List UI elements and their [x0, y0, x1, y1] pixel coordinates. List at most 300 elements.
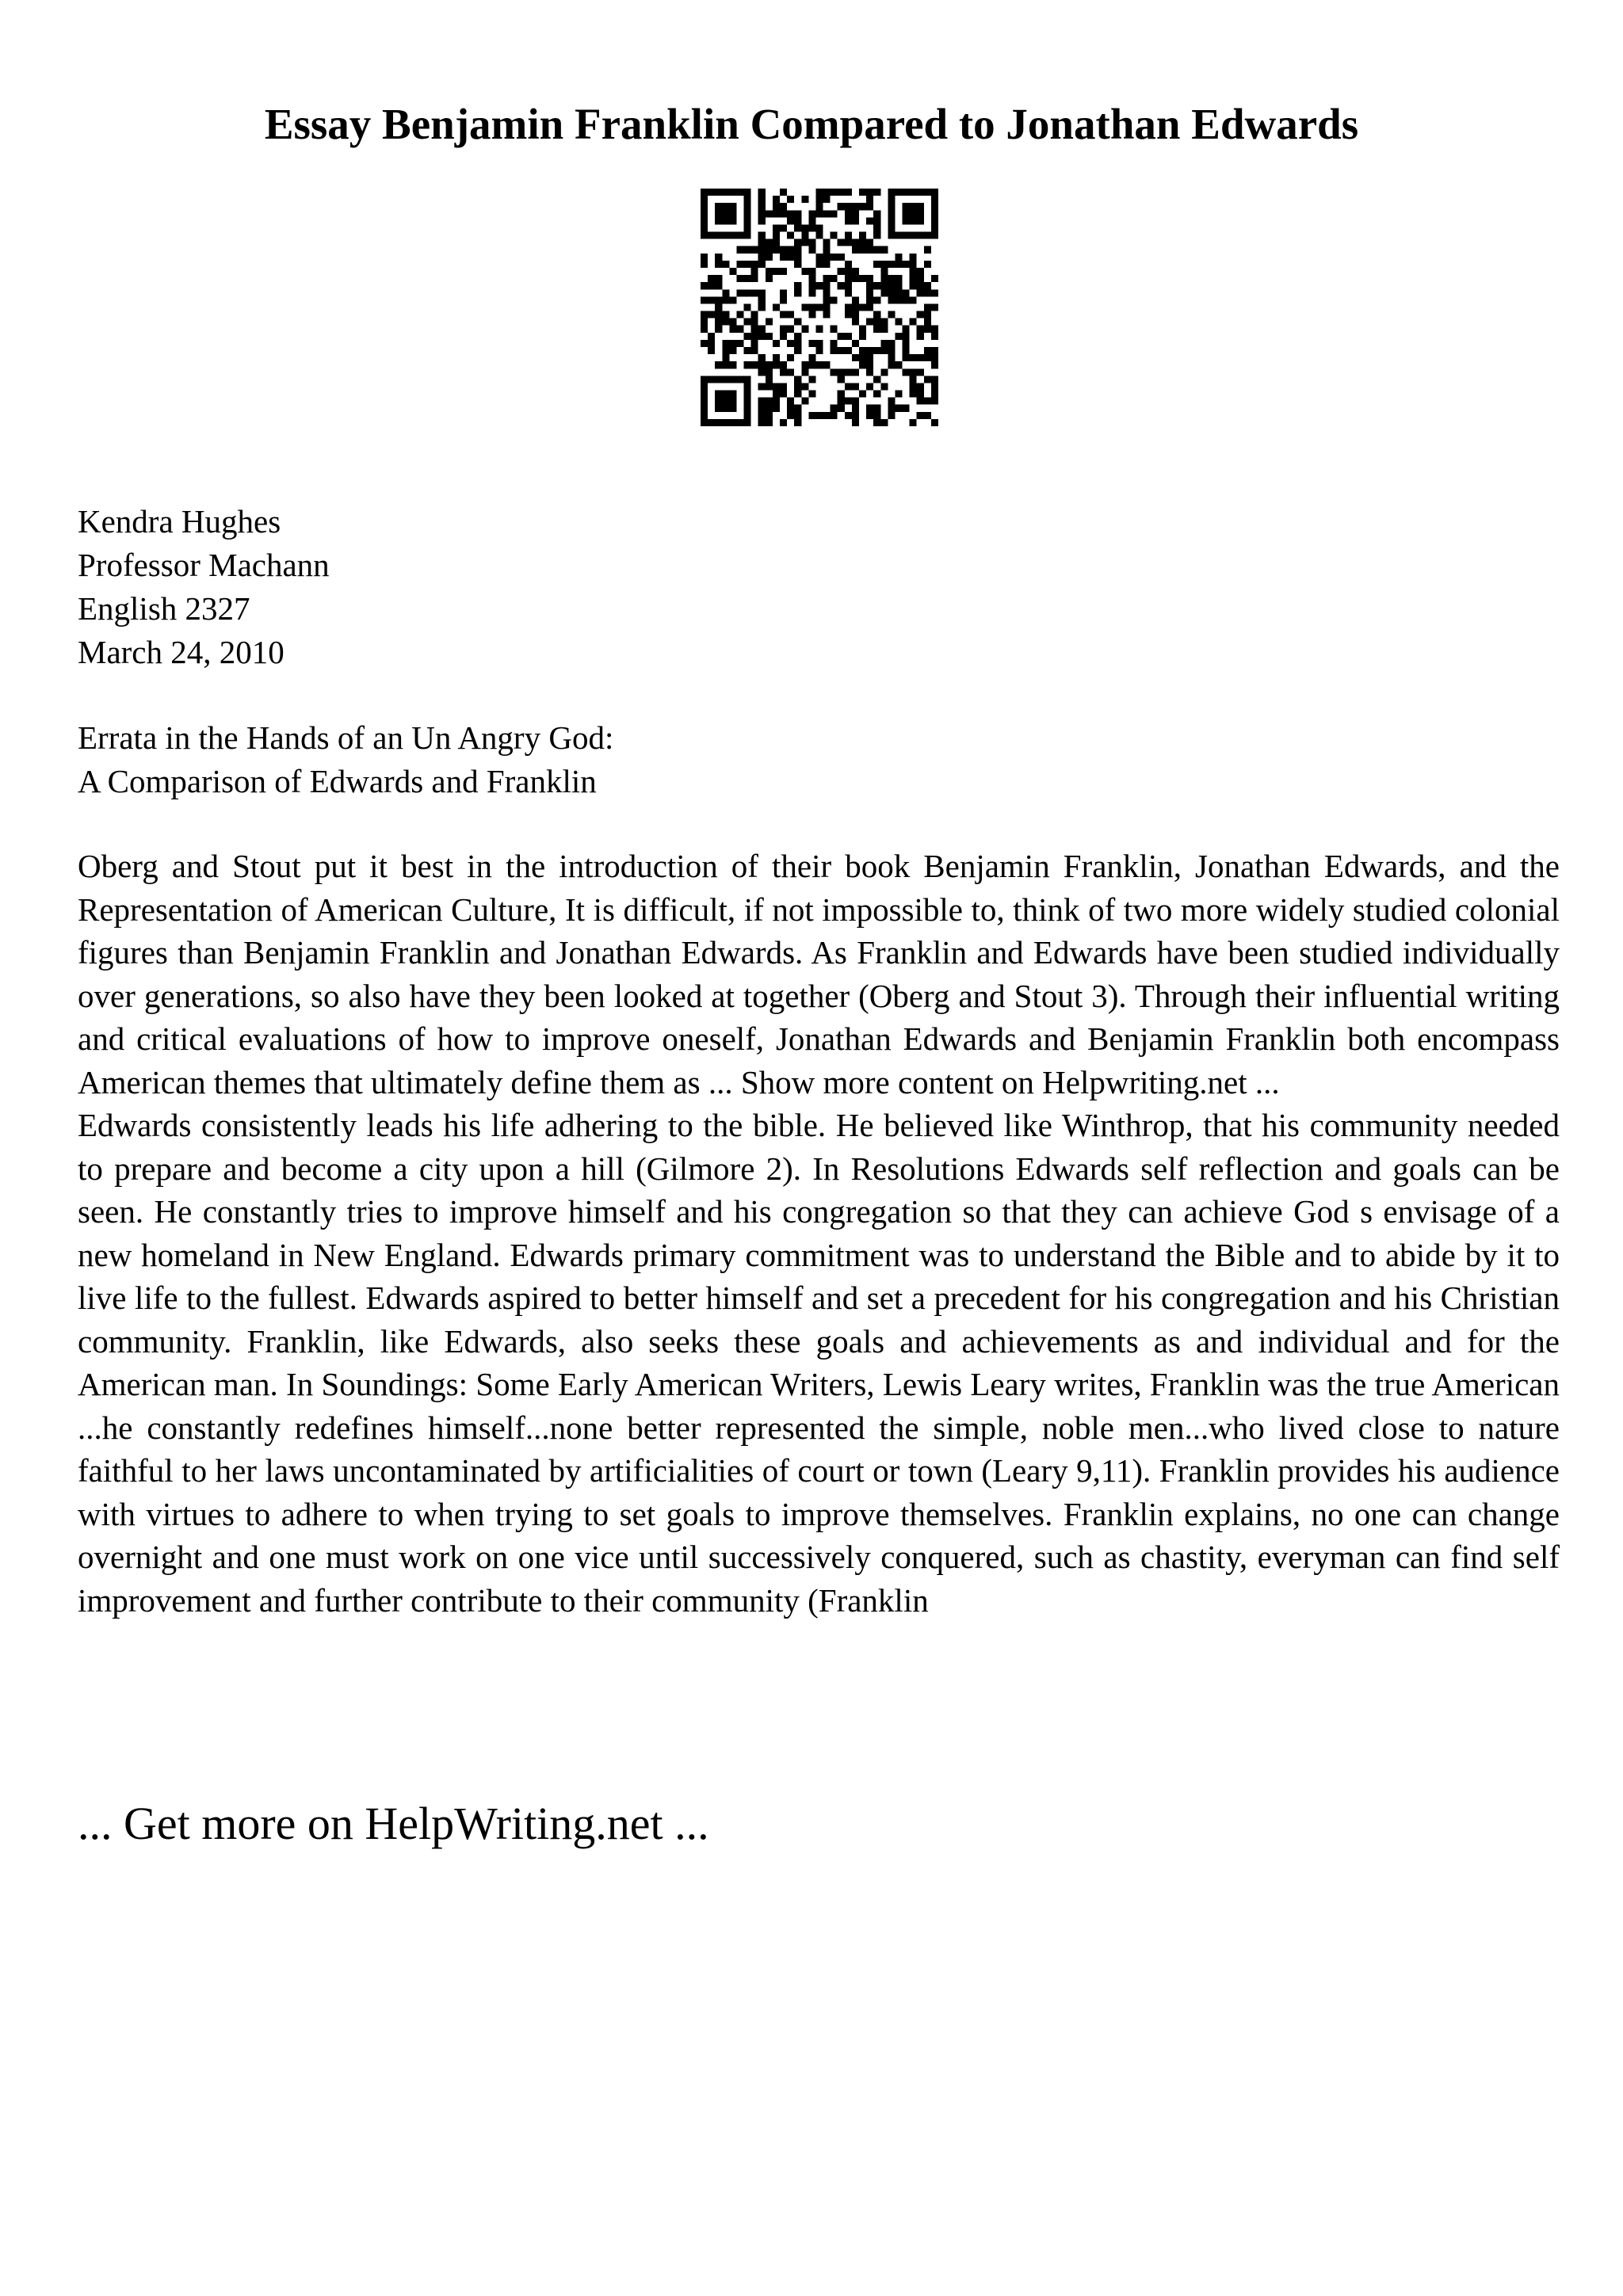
qr-module	[838, 203, 845, 210]
qr-module	[823, 303, 831, 311]
qr-module	[917, 217, 924, 224]
qr-module	[873, 311, 880, 318]
qr-module	[845, 333, 852, 340]
qr-module	[794, 254, 801, 261]
qr-module	[808, 268, 815, 275]
qr-module	[831, 347, 838, 354]
qr-module	[701, 318, 708, 326]
qr-module	[744, 261, 751, 268]
qr-module	[715, 296, 722, 303]
essay-date: March 24, 2010	[78, 634, 285, 670]
qr-module	[831, 412, 838, 419]
qr-module	[866, 246, 873, 254]
qr-module	[787, 196, 794, 203]
qr-module	[823, 275, 831, 282]
qr-module	[787, 311, 794, 318]
qr-module	[715, 232, 722, 239]
qr-module	[903, 232, 910, 239]
qr-module	[758, 217, 766, 224]
qr-module	[715, 189, 722, 196]
qr-module	[823, 289, 831, 296]
qr-module	[808, 289, 815, 296]
qr-module	[910, 419, 917, 426]
qr-module	[931, 398, 938, 405]
qr-module	[780, 311, 787, 318]
qr-module	[722, 296, 729, 303]
qr-module	[917, 268, 924, 275]
qr-module	[859, 189, 866, 196]
qr-module	[744, 210, 751, 217]
qr-module	[931, 275, 938, 282]
qr-module	[823, 361, 831, 368]
qr-module	[924, 246, 931, 254]
qr-module	[815, 224, 823, 231]
professor-name: Professor Machann	[78, 547, 330, 583]
qr-module	[823, 189, 831, 196]
get-more-link[interactable]: ... Get more on HelpWriting.net ...	[78, 1798, 709, 1849]
qr-module	[845, 217, 852, 224]
qr-module	[787, 232, 794, 239]
qr-module	[794, 383, 801, 390]
qr-module	[903, 405, 910, 412]
qr-module	[931, 224, 938, 231]
qr-module	[787, 412, 794, 419]
qr-module	[823, 196, 831, 203]
qr-module	[910, 268, 917, 275]
qr-module	[903, 261, 910, 268]
qr-module	[794, 419, 801, 426]
qr-module	[845, 311, 852, 318]
qr-module	[708, 419, 715, 426]
qr-module	[701, 261, 708, 268]
qr-module	[715, 405, 722, 412]
qr-module	[815, 347, 823, 354]
qr-module	[708, 376, 715, 383]
qr-module	[715, 376, 722, 383]
qr-module	[910, 189, 917, 196]
qr-module	[722, 347, 729, 354]
qr-module	[903, 203, 910, 210]
qr-module	[701, 203, 708, 210]
qr-module	[888, 217, 895, 224]
qr-module	[888, 261, 895, 268]
qr-module	[852, 340, 859, 347]
qr-module	[852, 398, 859, 405]
qr-module	[852, 203, 859, 210]
qr-module	[744, 391, 751, 398]
qr-module	[880, 289, 888, 296]
qr-module	[873, 217, 880, 224]
qr-module	[766, 376, 773, 383]
qr-module	[931, 210, 938, 217]
qr-module	[801, 326, 808, 333]
qr-module	[780, 361, 787, 368]
qr-module	[744, 412, 751, 419]
qr-module	[736, 326, 743, 333]
qr-module	[866, 217, 873, 224]
qr-module	[924, 232, 931, 239]
qr-module	[866, 189, 873, 196]
qr-module	[766, 368, 773, 376]
qr-module	[866, 383, 873, 390]
course-name: English 2327	[78, 590, 250, 627]
qr-module	[701, 189, 708, 196]
qr-module	[910, 383, 917, 390]
qr-module	[859, 203, 866, 210]
qr-code-icon[interactable]	[701, 189, 938, 426]
qr-module	[780, 246, 787, 254]
qr-module	[903, 326, 910, 333]
qr-module	[801, 398, 808, 405]
qr-module	[766, 333, 773, 340]
qr-module	[744, 376, 751, 383]
qr-module	[744, 419, 751, 426]
qr-module	[910, 368, 917, 376]
qr-module	[722, 398, 729, 405]
qr-module	[888, 196, 895, 203]
qr-module	[852, 412, 859, 419]
qr-module	[787, 246, 794, 254]
author-info	[78, 500, 330, 674]
qr-module	[722, 210, 729, 217]
qr-module	[758, 398, 766, 405]
qr-module	[773, 246, 780, 254]
qr-module	[931, 333, 938, 340]
qr-module	[831, 189, 838, 196]
qr-module	[729, 268, 736, 275]
qr-module	[903, 354, 910, 361]
qr-module	[903, 368, 910, 376]
qr-module	[866, 203, 873, 210]
qr-module	[758, 189, 766, 196]
qr-module	[888, 289, 895, 296]
qr-module	[722, 376, 729, 383]
qr-module	[701, 311, 708, 318]
qr-module	[715, 311, 722, 318]
qr-module	[910, 376, 917, 383]
qr-module	[831, 326, 838, 333]
qr-module	[701, 217, 708, 224]
qr-module	[924, 303, 931, 311]
qr-module	[866, 196, 873, 203]
qr-module	[801, 224, 808, 231]
qr-module	[780, 326, 787, 333]
qr-module	[701, 232, 708, 239]
qr-module	[715, 217, 722, 224]
qr-module	[895, 405, 902, 412]
qr-module	[917, 354, 924, 361]
qr-module	[931, 217, 938, 224]
qr-module	[773, 391, 780, 398]
qr-module	[845, 398, 852, 405]
qr-module	[888, 232, 895, 239]
qr-module	[773, 232, 780, 239]
qr-module	[708, 347, 715, 354]
qr-module	[924, 261, 931, 268]
qr-module	[917, 282, 924, 289]
qr-module	[895, 296, 902, 303]
qr-module	[895, 189, 902, 196]
paragraph: Edwards consistently leads his life adhering to the bible. He believed like Winthrop, that his community needed to prepare and become a city upon a hill (Gilmore 2). In Resolutions Edwards self reflection and goals can be seen. He constantly tries to improve himself and his congregation so that they can achieve God s envisage of a new homeland in New England. Edwards primary commitment was to understand the Bible and to abide by it to live life to the fullest. Edwards aspired to better himself and set a precedent for his congregation and his Christian community. Franklin, like Edwards, also seeks these goals and achievements as and individual and for the American man. In Soundings: Some Early American Writers, Lewis Leary writes, Franklin was the true American ...he constantly redefines himself...none better represented the simple, noble men...who lived close to nature faithful to her laws uncontaminated by artificialities of court or town (Leary 9,11). Franklin provides his audience with virtues to adhere to when trying to set goals to improve themselves. Franklin explains, no one can change overnight and one must work on one vice until successively conquered, such as chastity, everyman can find self improvement and further contribute to their community (Franklin	[78, 1107, 1560, 1619]
qr-module	[787, 326, 794, 333]
qr-module	[722, 419, 729, 426]
qr-module	[888, 189, 895, 196]
qr-module	[729, 217, 736, 224]
qr-module	[773, 405, 780, 412]
qr-module	[852, 296, 859, 303]
qr-module	[852, 318, 859, 326]
qr-module	[744, 303, 751, 311]
qr-module	[773, 354, 780, 361]
qr-module	[880, 261, 888, 268]
qr-module	[729, 189, 736, 196]
qr-module	[831, 254, 838, 261]
qr-module	[701, 326, 708, 333]
qr-module	[859, 333, 866, 340]
qr-module	[758, 232, 766, 239]
qr-module	[787, 368, 794, 376]
qr-module	[917, 289, 924, 296]
qr-module	[758, 254, 766, 261]
qr-module	[722, 189, 729, 196]
author-name: Kendra Hughes	[78, 503, 281, 540]
qr-module	[794, 333, 801, 340]
qr-module	[808, 239, 815, 246]
qr-module	[708, 311, 715, 318]
qr-module	[780, 419, 787, 426]
qr-module	[701, 419, 708, 426]
qr-module	[758, 303, 766, 311]
qr-module	[845, 303, 852, 311]
qr-module	[708, 282, 715, 289]
qr-module	[866, 405, 873, 412]
qr-module	[787, 405, 794, 412]
qr-module	[903, 289, 910, 296]
qr-module	[729, 391, 736, 398]
qr-module	[787, 254, 794, 261]
qr-module	[866, 354, 873, 361]
qr-module	[751, 268, 758, 275]
qr-module	[758, 296, 766, 303]
qr-module	[729, 376, 736, 383]
qr-module	[751, 246, 758, 254]
qr-module	[924, 354, 931, 361]
qr-module	[751, 340, 758, 347]
qr-module	[708, 232, 715, 239]
qr-module	[794, 289, 801, 296]
qr-module	[758, 196, 766, 203]
qr-module	[873, 224, 880, 231]
qr-module	[794, 210, 801, 217]
qr-module	[773, 303, 780, 311]
qr-module	[866, 303, 873, 311]
qr-module	[736, 376, 743, 383]
qr-module	[744, 347, 751, 354]
qr-module	[831, 210, 838, 217]
qr-module	[701, 412, 708, 419]
qr-module	[845, 347, 852, 354]
qr-module	[766, 254, 773, 261]
qr-module	[866, 289, 873, 296]
qr-module	[910, 318, 917, 326]
qr-module	[931, 232, 938, 239]
qr-module	[773, 210, 780, 217]
qr-module	[808, 217, 815, 224]
qr-module	[917, 391, 924, 398]
qr-module	[758, 354, 766, 361]
qr-module	[845, 203, 852, 210]
qr-module	[831, 275, 838, 282]
qr-module	[859, 326, 866, 333]
qr-module	[794, 347, 801, 354]
qr-module	[780, 289, 787, 296]
qr-module	[873, 318, 880, 326]
qr-module	[744, 333, 751, 340]
qr-module	[794, 391, 801, 398]
qr-module	[931, 196, 938, 203]
qr-module	[873, 326, 880, 333]
qr-module	[845, 368, 852, 376]
qr-module	[859, 232, 866, 239]
qr-module	[838, 347, 845, 354]
qr-module	[773, 340, 780, 347]
qr-module	[815, 361, 823, 368]
qr-module	[910, 232, 917, 239]
qr-module	[838, 333, 845, 340]
essay-heading-line-2: A Comparison of Edwards and Franklin	[78, 763, 597, 799]
qr-module	[924, 282, 931, 289]
qr-module	[823, 246, 831, 254]
qr-module	[888, 275, 895, 282]
qr-module	[701, 376, 708, 383]
qr-module	[845, 383, 852, 390]
qr-module	[758, 333, 766, 340]
qr-module	[880, 246, 888, 254]
qr-module	[931, 303, 938, 311]
qr-module	[751, 333, 758, 340]
qr-module	[766, 361, 773, 368]
qr-module	[852, 405, 859, 412]
qr-module	[895, 275, 902, 282]
qr-module	[859, 239, 866, 246]
qr-module	[917, 275, 924, 282]
qr-module	[701, 282, 708, 289]
qr-module	[823, 239, 831, 246]
qr-module	[801, 232, 808, 239]
qr-module	[715, 326, 722, 333]
qr-module	[808, 210, 815, 217]
qr-module	[766, 383, 773, 390]
qr-module	[794, 340, 801, 347]
qr-module	[766, 419, 773, 426]
qr-module	[722, 261, 729, 268]
qr-module	[873, 261, 880, 268]
qr-module	[859, 361, 866, 368]
qr-module	[895, 391, 902, 398]
qr-module	[910, 261, 917, 268]
qr-module	[773, 196, 780, 203]
qr-module	[895, 261, 902, 268]
qr-module	[866, 239, 873, 246]
qr-module	[744, 398, 751, 405]
qr-module	[924, 347, 931, 354]
qr-module	[815, 196, 823, 203]
qr-module	[708, 340, 715, 347]
qr-module	[758, 203, 766, 210]
qr-module	[917, 189, 924, 196]
qr-module	[701, 340, 708, 347]
qr-module	[780, 254, 787, 261]
qr-module	[873, 210, 880, 217]
qr-module	[859, 303, 866, 311]
qr-module	[873, 282, 880, 289]
qr-module	[722, 354, 729, 361]
qr-module	[838, 368, 845, 376]
qr-module	[910, 282, 917, 289]
qr-module	[729, 419, 736, 426]
qr-module	[801, 268, 808, 275]
qr-module	[903, 189, 910, 196]
qr-module	[701, 210, 708, 217]
qr-module	[845, 282, 852, 289]
qr-module	[729, 347, 736, 354]
qr-module	[736, 275, 743, 282]
qr-module	[852, 354, 859, 361]
qr-module	[758, 361, 766, 368]
qr-module	[708, 296, 715, 303]
qr-module	[808, 412, 815, 419]
qr-module	[838, 239, 845, 246]
qr-module	[838, 376, 845, 383]
qr-module	[838, 254, 845, 261]
qr-module	[873, 246, 880, 254]
qr-module	[808, 311, 815, 318]
qr-module	[744, 405, 751, 412]
qr-module	[859, 246, 866, 254]
qr-module	[744, 289, 751, 296]
qr-module	[766, 239, 773, 246]
qr-module	[888, 224, 895, 231]
qr-module	[888, 210, 895, 217]
qr-module	[794, 224, 801, 231]
qr-module	[917, 326, 924, 333]
qr-module	[794, 376, 801, 383]
qr-module	[736, 311, 743, 318]
qr-module	[873, 391, 880, 398]
qr-module	[758, 261, 766, 268]
qr-module	[766, 275, 773, 282]
qr-module	[866, 412, 873, 419]
qr-module	[895, 361, 902, 368]
qr-module	[715, 361, 722, 368]
qr-module	[838, 398, 845, 405]
qr-module	[766, 405, 773, 412]
qr-module	[729, 326, 736, 333]
qr-module	[823, 311, 831, 318]
qr-module	[924, 376, 931, 383]
essay-heading	[78, 716, 613, 803]
qr-module	[880, 318, 888, 326]
qr-module	[845, 232, 852, 239]
qr-module	[701, 405, 708, 412]
qr-module	[859, 347, 866, 354]
qr-module	[773, 203, 780, 210]
qr-module	[794, 246, 801, 254]
qr-module	[736, 246, 743, 254]
qr-module	[888, 412, 895, 419]
qr-module	[722, 311, 729, 318]
qr-module	[773, 398, 780, 405]
